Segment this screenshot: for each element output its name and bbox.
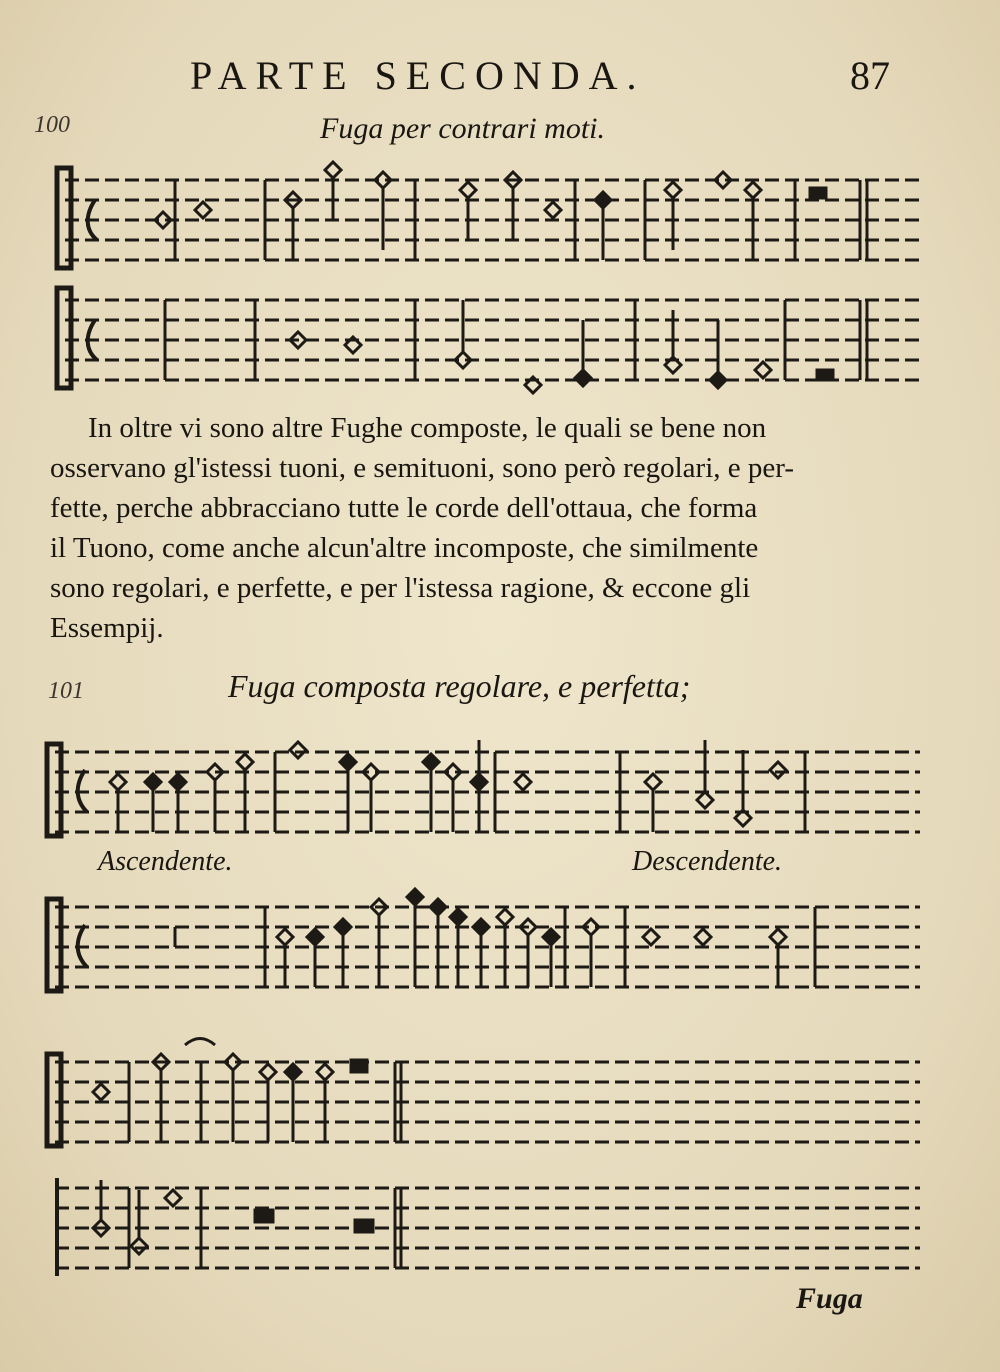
text-line: osservano gl'istessi tuoni, e semituoni, sono però regolari, e per- xyxy=(50,452,794,484)
clef-mark xyxy=(57,168,97,268)
notes xyxy=(93,1039,367,1143)
clef-mark xyxy=(47,1054,61,1146)
clef-mark xyxy=(47,899,87,991)
running-title: PARTE SECONDA. xyxy=(190,53,646,98)
notes xyxy=(93,1180,373,1254)
body-paragraph xyxy=(50,408,922,648)
text-line: Essempij. xyxy=(50,612,164,644)
music-staff xyxy=(55,907,920,987)
music-staff xyxy=(65,180,920,260)
example-title-101: Fuga composta regolare, e perfetta; xyxy=(228,668,691,704)
text-line: sono regolari, e perfette, e per l'istessa ragione, & eccone gli xyxy=(50,572,751,604)
label-ascendente: Ascendente. xyxy=(98,846,233,877)
notes xyxy=(110,740,786,832)
label-descendente: Descendente. xyxy=(632,846,783,877)
example-title-100: Fuga per contrari moti. xyxy=(320,112,605,145)
catchword: Fuga xyxy=(796,1282,863,1315)
clef-mark xyxy=(47,744,87,836)
notes xyxy=(155,162,826,260)
music-staff xyxy=(55,1188,920,1268)
music-staff xyxy=(55,1062,920,1142)
text-line: In oltre vi sono altre Fughe composte, le quali se bene non xyxy=(88,412,767,444)
clef-mark xyxy=(57,288,97,388)
page-header xyxy=(150,52,910,102)
page-number: 87 xyxy=(850,53,890,98)
example-number-100: 100 xyxy=(34,112,70,138)
music-system-100 xyxy=(55,160,925,390)
music-system-101-c xyxy=(45,1050,925,1280)
music-system-101-a xyxy=(45,740,925,840)
music-staff xyxy=(55,752,920,832)
music-staff xyxy=(65,300,920,380)
music-system-101-b xyxy=(45,895,925,995)
notes xyxy=(277,889,786,987)
text-line: fette, perche abbracciano tutte le corde dell'ottaua, che forma xyxy=(50,492,758,524)
text-line: il Tuono, come anche alcun'altre incomposte, che similmente xyxy=(50,532,759,564)
example-number-101: 101 xyxy=(48,678,84,704)
